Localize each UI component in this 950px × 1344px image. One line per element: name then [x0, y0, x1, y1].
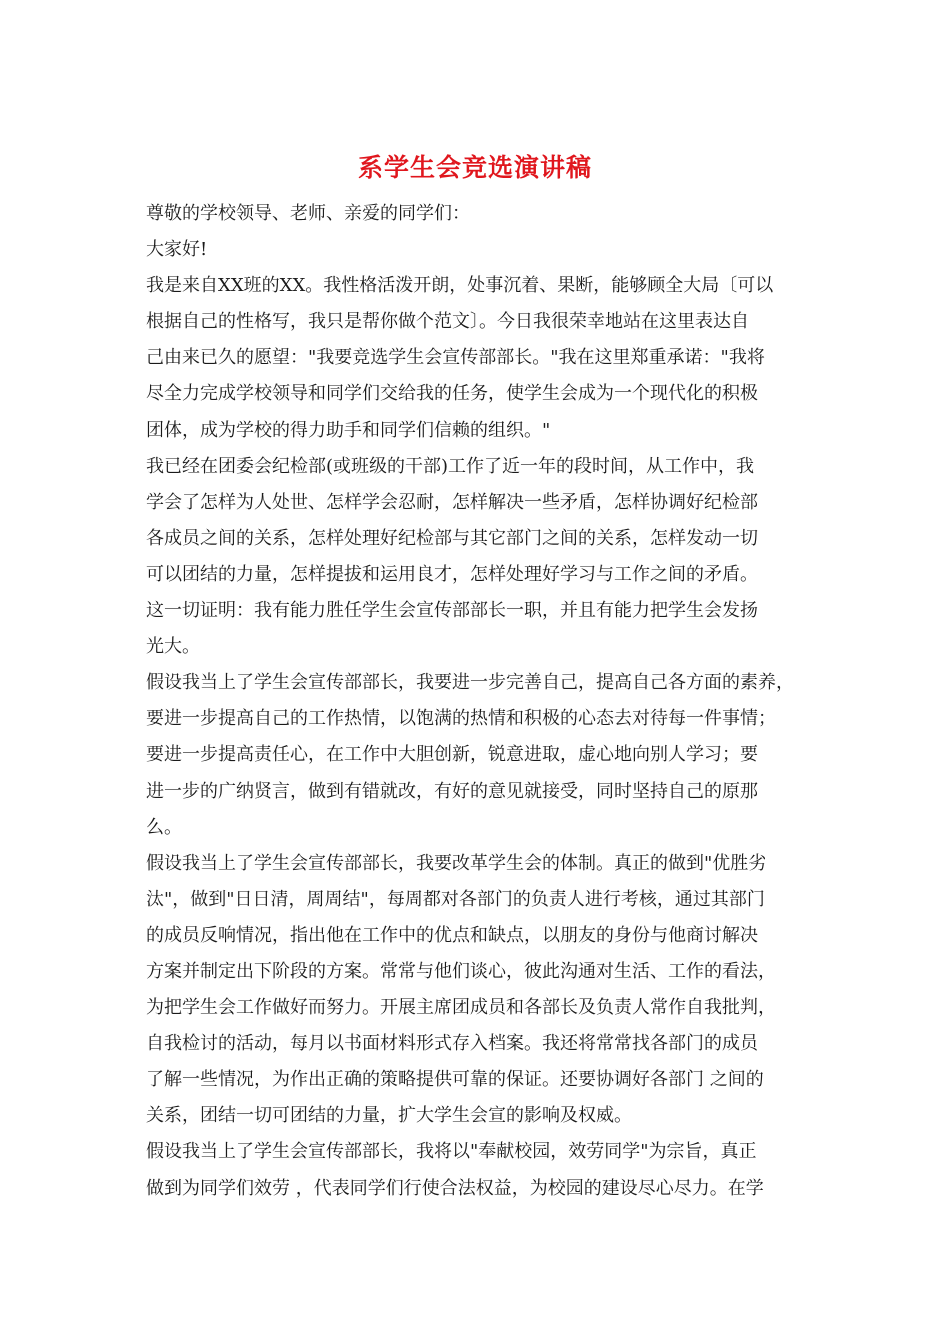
text-line: 汰"，做到"日日清，周周结"，每周都对各部门的负责人进行考核，通过其部门: [146, 888, 765, 910]
text-line: 了解一些情况，为作出正确的策略提供可靠的保证。还要协调好各部门 之间的: [146, 1069, 764, 1091]
text-line: 大家好!: [146, 239, 208, 261]
text-line: 为把学生会工作做好而努力。开展主席团成员和各部长及负责人常作自我批判，: [146, 997, 776, 1019]
text-line: 方案并制定出下阶段的方案。常常与他们谈心，彼此沟通对生活、工作的看法，: [146, 960, 776, 982]
text-line: 假设我当上了学生会宣传部部长，我要进一步完善自己，提高自己各方面的素养，: [146, 672, 794, 694]
text-line: 尊敬的学校领导、老师、亲爱的同学们：: [146, 203, 470, 224]
document-title: 系学生会竞选演讲稿: [357, 153, 592, 182]
text-line: 这一切证明：我有能力胜任学生会宣传部部长一职，并且有能力把学生会发扬: [146, 600, 758, 622]
text-line: 假设我当上了学生会宣传部部长，我将以"奉献校园，效劳同学"为宗旨，真正: [146, 1141, 757, 1163]
text-line: 我是来自XX班的XX。我性格活泼开朗，处事沉着、果断，能够顾全大局〔可以: [146, 275, 774, 297]
text-line: 关系，团结一切可团结的力量，扩大学生会宣的影响及权威。: [146, 1105, 632, 1127]
text-line: 要进一步提高责任心，在工作中大胆创新，锐意进取，虚心地向别人学习；要: [146, 744, 758, 766]
text-line: 要进一步提高自己的工作热情，以饱满的热情和积极的心态去对待每一件事情；: [146, 708, 776, 730]
text-line: 团体，成为学校的得力助手和同学们信赖的组织。": [146, 419, 551, 441]
text-line: 假设我当上了学生会宣传部部长，我要改革学生会的体制。真正的做到"优胜劣: [146, 852, 767, 874]
text-line: 的成员反响情况，指出他在工作中的优点和缺点，以朋友的身份与他商讨解决: [146, 924, 758, 946]
text-line: 光大。: [146, 636, 200, 658]
text-line: 自我检讨的活动，每月以书面材料形式存入档案。我还将常常找各部门的成员: [146, 1033, 758, 1055]
text-line: 各成员之间的关系，怎样处理好纪检部与其它部门之间的关系，怎样发动一切: [146, 527, 758, 549]
text-line: 我已经在团委会纪检部(或班级的干部)工作了近一年的段时间，从工作中，我: [146, 455, 755, 477]
text-line: 根据自己的性格写，我只是帮你做个范文〕。今日我很荣幸地站在这里表达自: [146, 311, 749, 333]
text-line: 么。: [146, 816, 182, 838]
text-line: 己由来已久的愿望："我要竞选学生会宣传部部长。"我在这里郑重承诺："我将: [146, 347, 765, 369]
text-line: 学会了怎样为人处世、怎样学会忍耐，怎样解决一些矛盾，怎样协调好纪检部: [146, 491, 758, 513]
text-line: 进一步的广纳贤言，做到有错就改，有好的意见就接受，同时坚持自己的原那: [146, 780, 758, 802]
document-body: [146, 196, 806, 1207]
text-line: 做到为同学们效劳 ，代表同学们行使合法权益，为校园的建设尽心尽力。在学: [146, 1177, 764, 1199]
text-line: 可以团结的力量，怎样提拔和运用良才，怎样处理好学习与工作之间的矛盾。: [146, 563, 758, 585]
text-line: 尽全力完成学校领导和同学们交给我的任务，使学生会成为一个现代化的积极: [146, 383, 758, 405]
